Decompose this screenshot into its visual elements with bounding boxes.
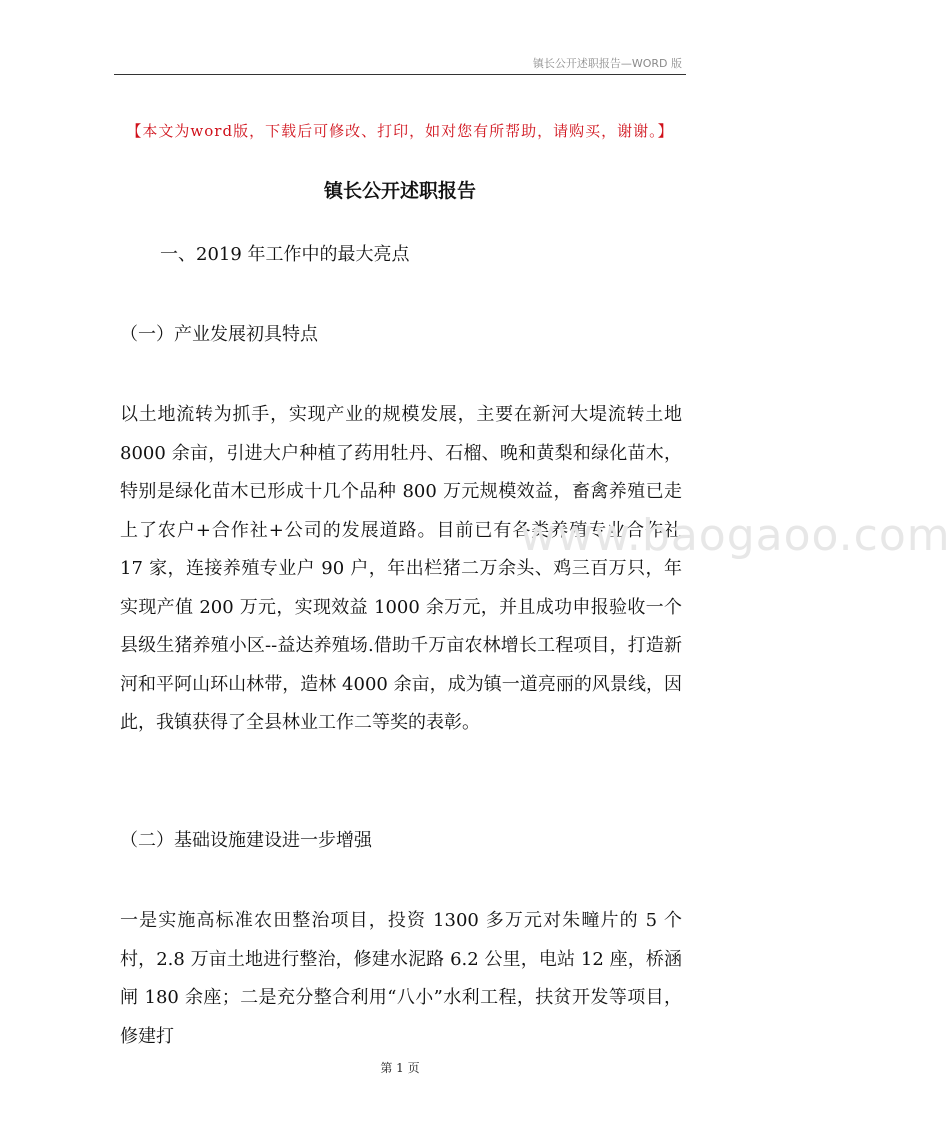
subsection-heading-1: （一）产业发展初具特点 xyxy=(120,324,318,345)
section-heading: 一、2019 年工作中的最大亮点 xyxy=(160,244,410,265)
paragraph-1: 以土地流转为抓手，实现产业的规模发展，主要在新河大堤流转土地 8000 余亩，引进大户种植了药用牡丹、石榴、晚和黄梨和绿化苗木，特别是绿化苗木已形成十几个品种 800 万元规模效益，畜禽养殖已走上了农户+合作社+公司的发展道路。目前已有各类养殖专业合作社 17 家，连接养殖专业户 90 户，年出栏猪二万余头、鸡三百万只，年实现产值 200 万元，实现效益 1000 余万元，并且成功申报验收一个县级生猪养殖小区--益达养殖场.借助千万亩农林增长工程项目，打造新河和平阿山环山林带，造林 4000 余亩，成为镇一道亮丽的风景线，因此，我镇获得了全县林业工作二等奖的表彰。 xyxy=(120,404,682,733)
document-title: 镇长公开述职报告 xyxy=(323,180,476,202)
header-divider xyxy=(114,74,686,75)
header-text: 镇长公开述职报告—WORD 版 xyxy=(532,57,682,70)
page-number: 第 1 页 xyxy=(380,1061,420,1075)
subsection-heading-2: （二）基础设施建设进一步增强 xyxy=(120,830,372,851)
purchase-notice: 【本文为word版，下载后可修改、打印，如对您有所帮助，请购买，谢谢。】 xyxy=(126,122,674,140)
paragraph-2: 一是实施高标准农田整治项目，投资 1300 多万元对朱疃片的 5 个村，2.8 万亩土地进行整治，修建水泥路 6.2 公里，电站 12 座，桥涵闸 180 余座；二是充分整合利用“八小”水利工程，扶贫开发等项目，修建打 xyxy=(120,910,682,1047)
watermark: www.baogaoo.com xyxy=(520,510,951,561)
